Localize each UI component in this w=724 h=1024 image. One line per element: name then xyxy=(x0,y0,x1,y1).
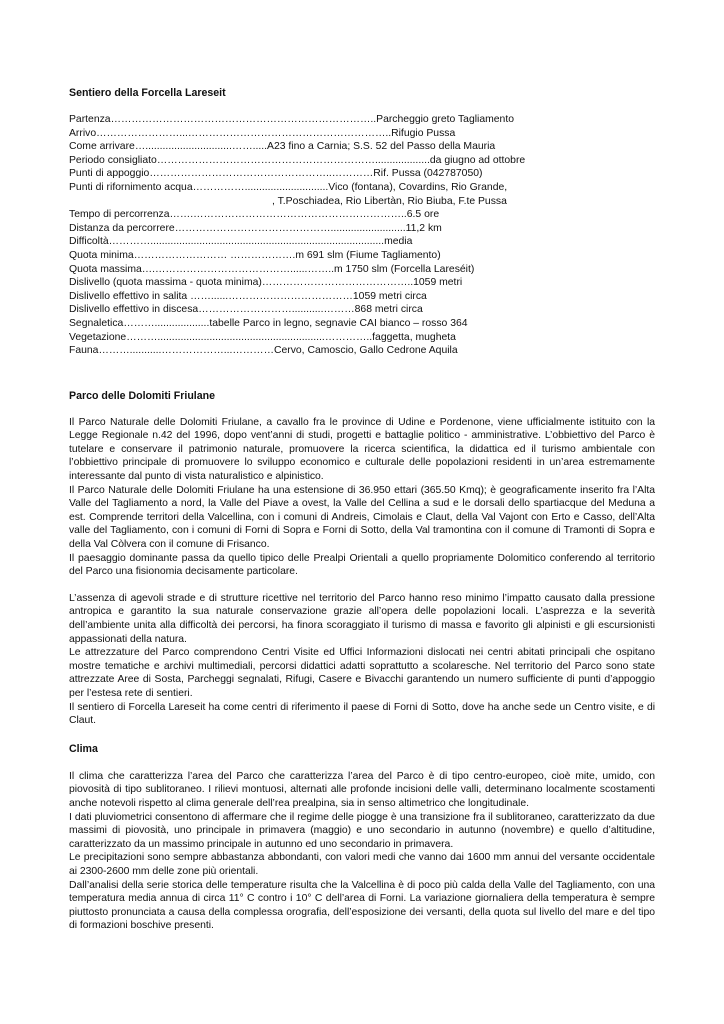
trail-info-label: Distanza da percorrere xyxy=(69,222,175,234)
trail-info-label: Dislivello effettivo in discesa xyxy=(69,304,199,316)
trail-info-leader: ………………………………………………………………….. xyxy=(110,114,377,125)
trail-info-label: Vegetazione xyxy=(69,331,127,343)
parco-paragraph-5: Le attrezzature del Parco comprendono Centri Visite ed Uffici Informazioni dislocati nei centri abitati principali che ospitano mostre tematiche e archivi multimediali, percorsi didattici adatti soprattutto a scolaresche. Nel territorio del Parco sono state attrezzate Aree di Sosta, Parcheggi segnalati, Rifugi, Casere e Bivacchi garantendo un numero sufficiente di punti d’appoggio per l’estesa rete di sentieri. xyxy=(69,647,655,699)
trail-info-row xyxy=(69,344,655,358)
trail-info-row xyxy=(69,303,655,317)
trail-info-label: Segnaletica xyxy=(69,317,124,329)
parco-paragraph-6: Il sentiero di Forcella Lareseit ha come centri di riferimento il paese di Forni di Sotto, dove ha anche sede un Centro visite, e di Claut. xyxy=(69,701,655,727)
trail-info-value: Vico (fontana), Covardins, Rio Grande, xyxy=(328,181,508,193)
trail-info-row xyxy=(69,290,655,304)
trail-info-row xyxy=(69,249,655,263)
trail-info-value: tabelle Parco in legno, segnavie CAI bianco – rosso 364 xyxy=(209,317,468,329)
trail-info-label: Quota massima xyxy=(69,263,142,275)
trail-info-row xyxy=(69,167,655,181)
trail-info-row xyxy=(69,140,655,154)
trail-info-list xyxy=(69,113,655,358)
trail-info-leader: ……………………………………….......................... xyxy=(174,222,406,234)
trail-info-label: Fauna xyxy=(69,345,99,357)
trail-info-label: Punti di appoggio xyxy=(69,168,150,180)
trail-info-row xyxy=(69,113,655,127)
trail-info-leader: ………...........………………...………… xyxy=(98,345,274,357)
trail-info-leader: ………..........................................................………….. xyxy=(126,331,373,343)
trail-info-value: Rifugio Pussa xyxy=(391,127,456,139)
trail-info-row xyxy=(69,208,655,222)
parco-paragraph-3: Il paesaggio dominante passa da quello tipico delle Prealpi Orientali a quello propriamente Dolomitico conferendo al territorio del Parco una fisionomia decisamente particolare. xyxy=(69,552,655,578)
trail-info-leader: ……………………… ………………. xyxy=(133,249,296,261)
trail-info-row xyxy=(69,276,655,290)
parco-title: Parco delle Dolomiti Friulane xyxy=(69,389,215,402)
trail-info-row xyxy=(69,331,655,345)
trail-info-value: 6.5 ore xyxy=(406,209,440,221)
trail-info-leader: …………………………………….. xyxy=(261,277,414,289)
clima-paragraph-2: I dati pluviometrici consentono di affermare che il regime delle piogge è una transizione fra il sublitoraneo, caratterizzato da due massimi di piovosità, uno principale in primavera (maggio) e uno secondario in autunno (novembre) e quello d’altitudine, caratterizzato da un massimo principale in autunno ed uno secondario in primavera. xyxy=(69,811,655,850)
trail-info-leader: …………................................................................................. xyxy=(108,236,385,248)
trail-info-leader: ………................... xyxy=(123,317,210,329)
trail-info-row xyxy=(69,195,655,209)
trail-info-label: Quota minima xyxy=(69,249,134,261)
clima-paragraph-4: Dall’analisi della serie storica delle temperature risulta che la Valcellina è di poco più calda della Valle del Tagliamento, con una temperatura media annua di circa 11° C contro i 10° C dell’area di Forni. La variazione giornaliera della temperatura è sempre piuttosto pronunciata a causa della complessa orografia, dell’esposizione dei versanti, della quota sul livello del mare e del tipo di formazioni boschive presenti. xyxy=(69,879,655,932)
trail-info-row xyxy=(69,263,655,277)
trail-info-row xyxy=(69,235,655,249)
parco-paragraph-1: Il Parco Naturale delle Dolomiti Friulane, a cavallo fra le province di Udine e Pordenone, viene ufficialmente istituito con la Legge Regionale n.42 del 1996, dopo vent’anni di studi, progetti e battaglie politico - amministrative. L’obbiettivo del Parco è tutelare e conservare il patrimonio naturale, promuovere la ricerca scientifica, la didattica ed il turismo ambientale con l’obbiettivo principale di promuovere lo sviluppo economico e culturale delle popolazioni residenti in un’area estremamente interessante dal punto di vista naturalistico e alpinistico. xyxy=(69,416,655,483)
trail-info-leader: ………………………...........……… xyxy=(198,304,355,316)
trail-info-value: Cervo, Camoscio, Gallo Cedrone Aquila xyxy=(273,345,458,357)
trail-info-value: m 691 slm (Fiume Tagliamento) xyxy=(295,249,441,261)
trail-info-row xyxy=(69,222,655,236)
trail-info-row xyxy=(69,181,655,195)
trail-info-label: Dislivello effettivo in salita xyxy=(69,290,188,302)
trail-info-leader: ……………............................. xyxy=(192,181,329,193)
trail-info-label: Partenza xyxy=(69,114,111,125)
trail-info-value: media xyxy=(384,236,413,248)
trail-info-value: faggetta, mugheta xyxy=(372,331,456,343)
trail-info-value: m 1750 slm (Forcella Lareséit) xyxy=(334,263,475,275)
trail-info-label: Punti di rifornimento acqua xyxy=(69,181,193,193)
trail-info-label: Arrivo xyxy=(69,127,97,139)
parco-paragraph-2: Il Parco Naturale delle Dolomiti Friulane ha una estensione di 36.950 ettari (365.50 Kmq); è geograficamente inserito fra l’Alta Valle del Tagliamento a nord, la Valle del Piave a ovest, la Valle del Cellina a sud e le dorsali dello spartiacque del Meduna a est. Comprende territori della Valcellina, con i comuni di Andreis, Cimolais e Claut, della Val Vajont con Erto e Casso, dell’Alta valle del Tagliamento, con i comuni di Forni di Sopra e Forni di Sotto, della Val tramontina con il comune di Tramonti di Sopra e della Val Còlvera con il comune di Frisanco. xyxy=(69,484,655,551)
sentiero-title: Sentiero della Forcella Lareseit xyxy=(69,87,226,99)
trail-info-value: Parcheggio greto Tagliamento xyxy=(376,114,515,125)
document-content xyxy=(69,86,655,933)
trail-info-value: Rif. Pussa (042787050) xyxy=(373,168,483,180)
trail-info-leader: …..............................……..... xyxy=(134,141,268,153)
trail-info-label: Difficoltà xyxy=(69,236,109,248)
trail-info-leader: ……......……………………………… xyxy=(187,290,353,302)
trail-info-leader: ……………………...………………………………………………….. xyxy=(96,127,392,139)
trail-info-label: Tempo di percorrenza xyxy=(69,209,170,221)
trail-info-label: Come arrivare xyxy=(69,141,135,153)
trail-info-value: 11,2 km xyxy=(405,222,442,234)
trail-info-row xyxy=(69,154,655,168)
trail-info-value: da giugno ad ottobre xyxy=(429,154,526,166)
trail-info-value: 1059 metri xyxy=(413,277,463,289)
trail-info-value: A23 fino a Carnia; S.S. 52 del Passo della Mauria xyxy=(267,141,496,153)
trail-info-label: Dislivello (quota massima - quota minima) xyxy=(69,277,262,289)
trail-info-leader: …….…………………………………………………….. xyxy=(169,209,407,221)
trail-info-row xyxy=(69,127,655,141)
parco-paragraph-4: L’assenza di agevoli strade e di strutture ricettive nel territorio del Parco hanno reso minimo l’impatto causato dalla pressione antropica e garantito la sua naturale conservazione grazie all’opera delle popolazioni locali. L’asprezza e la severità dell’ambiente unita alla difficoltà dei percorsi, ha finora scoraggiato il turismo di massa e favorito gli alpinisti e gli escursionisti appassionati della natura. xyxy=(69,592,655,645)
clima-paragraph-3: Le precipitazioni sono sempre abbastanza abbondanti, con valori medi che vanno dai 1600 mm annui del versante occidentale ai 2300-2600 mm delle zone più orientali. xyxy=(69,852,655,877)
trail-info-value: 868 metri circa xyxy=(354,304,423,316)
trail-info-row xyxy=(69,317,655,331)
trail-info-label: Periodo consigliato xyxy=(69,154,157,166)
trail-info-leader: ….…………………………………......…….. xyxy=(141,263,334,275)
trail-info-value: , T.Poschiadea, Rio Libertàn, Rio Biuba, F.te Pussa xyxy=(272,195,507,207)
clima-paragraph-1: Il clima che caratterizza l’area del Parco che caratterizza l’area del Parco è di tipo centro-europeo, cioè mite, umido, con piovosità di tipo sublitoraneo. I rilievi montuosi, alternati alle profonde incisioni delle valli, determinano localmente scostamenti anche notevoli rispetto al clima generale dell’rea prealpina, sia in senso altimetrico che longitudinale. xyxy=(69,770,655,809)
trail-info-leader: ………………………………………………………................... xyxy=(156,154,430,166)
trail-info-leader: ……………………………………………..………… xyxy=(149,168,374,180)
clima-title: Clima xyxy=(69,742,98,755)
trail-info-value: 1059 metri circa xyxy=(352,290,427,302)
